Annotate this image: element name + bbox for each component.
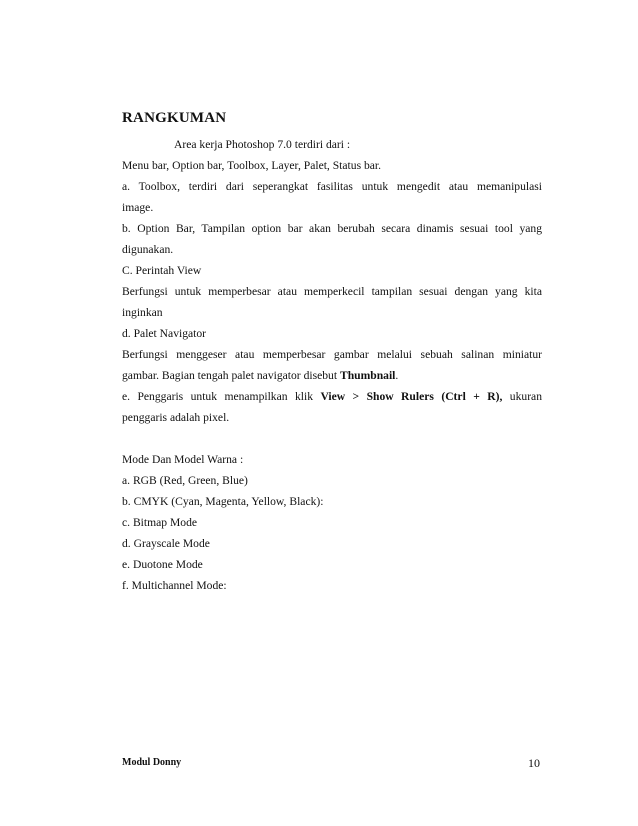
color-mode-item: d. Grayscale Mode (122, 537, 210, 550)
page-footer (122, 757, 540, 773)
footer-author: Modul Donny (122, 757, 182, 768)
color-mode-item: e. Duotone Mode (122, 558, 203, 571)
color-mode-list (122, 470, 542, 596)
show-rulers-command: View > Show Rulers (Ctrl + R), (320, 390, 503, 403)
color-mode-item: b. CMYK (Cyan, Magenta, Yellow, Black): (122, 495, 324, 508)
navigator-heading: d. Palet Navigator (122, 327, 207, 340)
color-mode-heading: Mode Dan Model Warna : (122, 453, 244, 466)
view-text-line-2: inginkan (122, 306, 163, 319)
option-bar-text-line-1: b. Option Bar, Tampilan option bar akan berubah secara dinamis sesuai tool yang (122, 222, 542, 235)
toolbox-text-line-2: image. (122, 201, 154, 214)
navigator-text-suffix: . (395, 369, 399, 382)
ruler-text-prefix: e. Penggaris untuk menampilkan klik (122, 390, 321, 403)
navigator-text-prefix: gambar. Bagian tengah palet navigator disebut (122, 369, 340, 382)
color-mode-item: c. Bitmap Mode (122, 516, 198, 529)
ruler-text-line-2: penggaris adalah pixel. (122, 411, 230, 424)
color-mode-item: f. Multichannel Mode: (122, 579, 227, 592)
document-body (122, 108, 542, 596)
option-bar-text-line-2: digunakan. (122, 243, 174, 256)
intro-text: Area kerja Photoshop 7.0 terdiri dari : (174, 138, 351, 151)
view-text-line-1: Berfungsi untuk memperbesar atau memperkecil tampilan sesuai dengan yang kita (122, 285, 542, 298)
thumbnail-term: Thumbnail (339, 369, 396, 382)
navigator-text-line-2 (122, 365, 542, 386)
page-number: 10 (528, 756, 540, 770)
color-mode-item: a. RGB (Red, Green, Blue) (122, 474, 248, 487)
ruler-text-suffix: ukuran (502, 390, 542, 403)
navigator-text-line-1: Berfungsi menggeser atau memperbesar gambar melalui sebuah salinan miniatur (122, 348, 542, 361)
paragraph-gap (122, 428, 542, 449)
view-heading: C. Perintah View (122, 264, 202, 277)
section-title: RANGKUMAN (122, 110, 227, 126)
ruler-text-line-1 (122, 386, 542, 407)
toolbox-text-line-1: a. Toolbox, terdiri dari seperangkat fasilitas untuk mengedit atau memanipulasi (122, 180, 542, 193)
parts-list-text: Menu bar, Option bar, Toolbox, Layer, Palet, Status bar. (122, 159, 382, 172)
